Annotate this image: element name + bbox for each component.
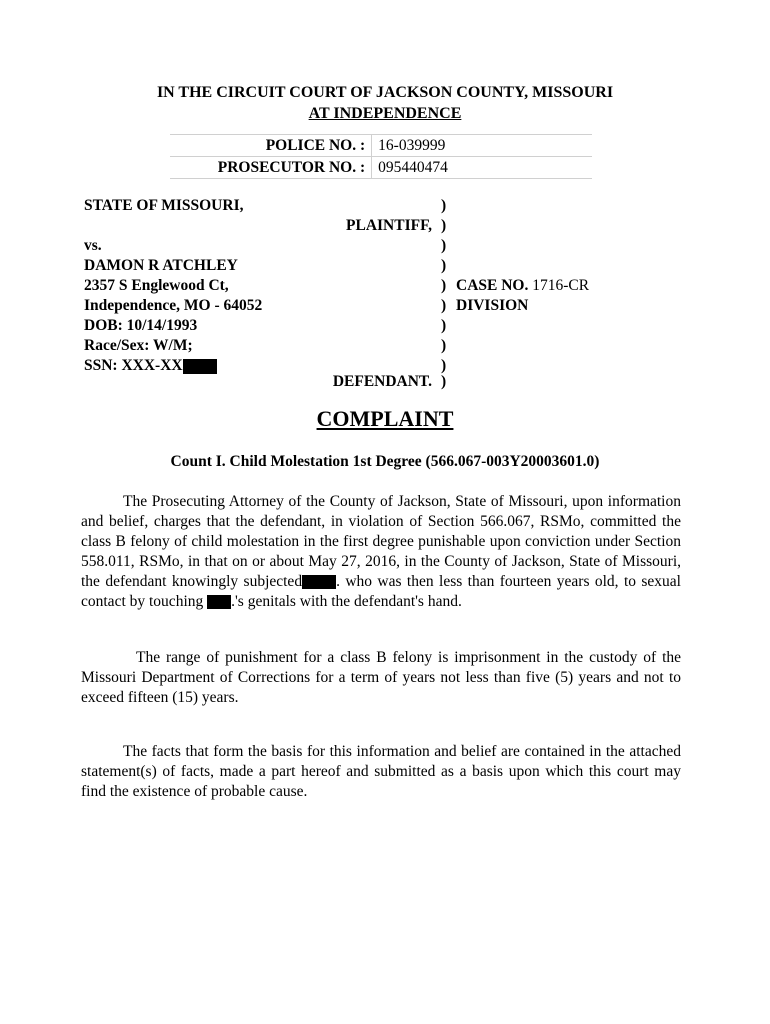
case-number-label: CASE NO. xyxy=(456,277,529,294)
court-location: AT INDEPENDENCE xyxy=(308,105,462,122)
defendant-race-sex: Race/Sex: W/M; xyxy=(84,337,193,354)
document-title: COMPLAINT xyxy=(316,406,454,431)
reference-numbers-table xyxy=(170,134,592,179)
defendant-role: DEFENDANT. xyxy=(332,373,432,390)
prosecutor-number-row xyxy=(170,157,592,179)
count-heading: Count I. Child Molestation 1st Degree (566.067-003Y20003601.0) xyxy=(170,453,600,470)
caption-paren: ) xyxy=(441,217,447,234)
punishment-paragraph: The range of punishment for a class B felony is imprisonment in the custody of the Missouri Department of Corrections for a term of years not less than five (5) years and not to exceed fifteen (15) years. xyxy=(81,649,681,706)
prosecutor-number-value: 095440474 xyxy=(378,159,448,176)
defendant-address-line1: 2357 S Englewood Ct, xyxy=(84,277,229,294)
case-caption xyxy=(0,196,770,392)
plaintiff-name: STATE OF MISSOURI, xyxy=(84,197,244,214)
police-number-label: POLICE NO. : xyxy=(170,135,372,157)
caption-paren: ) xyxy=(441,297,447,314)
plaintiff-role: PLAINTIFF, xyxy=(346,217,432,234)
division-label: DIVISION xyxy=(456,297,529,314)
ssn-prefix: SSN: XXX-XX xyxy=(84,357,183,374)
case-number xyxy=(456,276,589,296)
police-number-value: 16-039999 xyxy=(378,137,446,154)
caption-paren: ) xyxy=(441,373,447,390)
victim-name-redaction xyxy=(207,595,231,609)
caption-paren: ) xyxy=(441,277,447,294)
caption-paren: ) xyxy=(441,337,447,354)
caption-paren: ) xyxy=(441,197,447,214)
prosecutor-number-label: PROSECUTOR NO. : xyxy=(170,157,372,179)
defendant-dob: DOB: 10/14/1993 xyxy=(84,317,198,334)
court-name: IN THE CIRCUIT COURT OF JACKSON COUNTY, MISSOURI xyxy=(156,84,614,101)
caption-paren: ) xyxy=(441,357,447,374)
caption-paren: ) xyxy=(441,257,447,274)
caption-paren: ) xyxy=(441,237,447,254)
charge-text-part2: . who was then less than fourteen years old, to sexual contact by touching xyxy=(81,573,681,610)
court-heading xyxy=(0,82,770,124)
victim-name-redaction xyxy=(302,575,336,589)
charge-paragraph xyxy=(81,492,681,612)
caption-paren: ) xyxy=(441,317,447,334)
police-number-row xyxy=(170,135,592,157)
defendant-name: DAMON R ATCHLEY xyxy=(84,257,238,274)
defendant-address-line2: Independence, MO - 64052 xyxy=(84,297,263,314)
versus-label: vs. xyxy=(84,237,102,254)
facts-paragraph: The facts that form the basis for this information and belief are contained in the attached statement(s) of facts, made a part hereof and submitted as a basis upon which this court may find the existence of probable cause. xyxy=(81,743,681,800)
charge-text-part1: The Prosecuting Attorney of the County of Jackson, State of Missouri, upon information and belief, charges that the defendant, in violation of Section 566.067, RSMo, committed the class B felony of child molestation in the first degree punishable upon conviction under Section 558.011, RSMo, in that on or about May 27, 2016, in the County of Jackson, State of Missouri, the defendant knowingly subjected xyxy=(81,493,681,590)
charge-text-part3: .'s genitals with the defendant's hand. xyxy=(231,593,462,610)
case-number-value: 1716-CR xyxy=(532,277,590,294)
